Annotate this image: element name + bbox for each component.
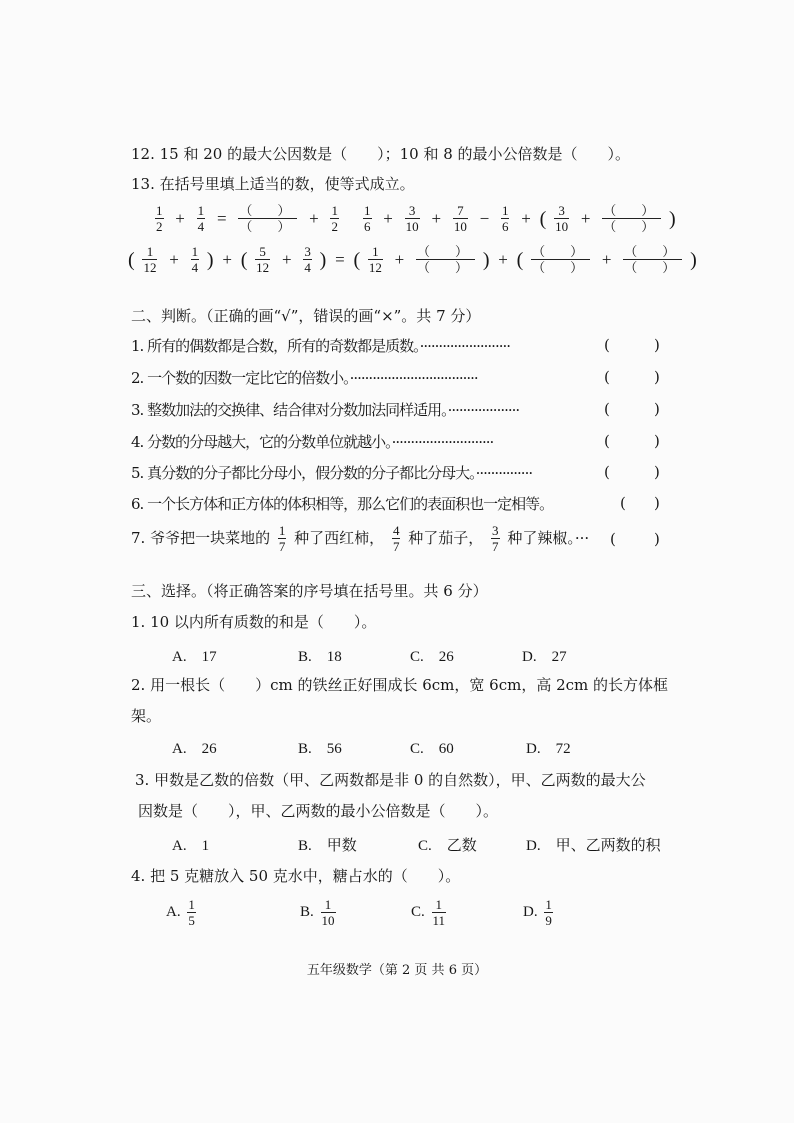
plus-sign: + (394, 250, 405, 269)
fraction: $\frac{1}{4}$ (197, 203, 205, 234)
fraction: $\frac{1}{2}$ (331, 203, 338, 234)
answer-open-paren[interactable]: ( (620, 494, 626, 512)
fraction: $\frac{1}{4}$ (191, 244, 199, 275)
blank-fraction[interactable]: $\frac{( )}{( )}$ (239, 203, 297, 234)
plus-sign: + (222, 250, 232, 269)
plus-sign: + (281, 250, 292, 269)
answer-open-paren[interactable]: ( (604, 336, 610, 354)
answer-open-paren[interactable]: ( (610, 530, 616, 548)
choice-question-4: 4. 把 5 克糖放入 50 克水中，糖占水的（ ）。 (131, 867, 461, 885)
question-13: 13. 在括号里填上适当的数，使等式成立。 (131, 175, 415, 193)
equation-1 (152, 203, 342, 234)
answer-open-paren[interactable]: ( (604, 432, 610, 450)
answer-close-paren: ) (654, 368, 660, 386)
fraction: $\frac{1}{2}$ (156, 203, 163, 234)
blank-fraction[interactable]: $\frac{( )}{( )}$ (417, 244, 475, 275)
choice-option-a[interactable]: A. $\frac{1}{5}$ (166, 897, 195, 928)
plus-sign: + (383, 209, 393, 228)
choice-option-c[interactable]: C. 26 (410, 649, 454, 665)
blank-fraction[interactable]: $\frac{( )}{( )}$ (603, 203, 661, 234)
fraction: $\frac{5}{12}$ (256, 244, 270, 275)
blank-fraction[interactable]: $\frac{( )}{( )}$ (624, 244, 682, 275)
fraction: $\frac{1}{9}$ (545, 897, 552, 928)
judge-item-4: 4. 分数的分母越大，它的分数单位就越小。··························· (131, 433, 494, 451)
fraction: $\frac{3}{10}$ (405, 203, 419, 234)
plus-sign: + (498, 250, 508, 269)
fraction: $\frac{1}{5}$ (188, 897, 195, 928)
answer-close-paren: ) (654, 400, 660, 418)
choice-option-c[interactable]: C. 乙数 (418, 838, 477, 854)
choice-option-b[interactable]: B. 56 (298, 741, 342, 757)
equation-2 (360, 203, 676, 234)
fraction: $\frac{1}{12}$ (143, 244, 157, 275)
section-2-title: 二、判断。（正确的画“√”，错误的画“×”。共 7 分） (131, 307, 481, 325)
plus-sign: + (580, 209, 591, 228)
answer-open-paren[interactable]: ( (604, 400, 610, 418)
right-paren: ) (669, 207, 676, 230)
right-paren: ) (206, 248, 214, 271)
choice-option-c[interactable]: C. $\frac{1}{11}$ (411, 897, 446, 928)
choice-question-2: 2. 用一根长（ ）cm 的铁丝正好围成长 6cm，宽 6cm，高 2cm 的长方体框 (131, 676, 669, 694)
choice-option-d[interactable]: D. 甲、乙两数的积 (526, 838, 661, 854)
fraction: $\frac{1}{11}$ (432, 897, 446, 928)
page-footer: 五年级数学（第 2 页 共 6 页） (306, 963, 488, 978)
judge-item-7 (131, 523, 589, 554)
fraction: $\frac{7}{10}$ (453, 203, 467, 234)
plus-sign: + (521, 209, 531, 228)
equals-sign: = (216, 209, 227, 228)
choice-question-3-cont: 因数是（ ），甲、乙两数的最小公倍数是（ ）。 (138, 802, 499, 820)
plus-sign: + (431, 209, 442, 228)
fraction: $\frac{1}{7}$ (278, 523, 286, 554)
question-12: 12. 15 和 20 的最大公因数是（ ）；10 和 8 的最小公倍数是（ ）。 (131, 145, 631, 163)
plus-sign: + (601, 250, 612, 269)
fraction: $\frac{3}{10}$ (555, 203, 569, 234)
answer-open-paren[interactable]: ( (604, 463, 610, 481)
answer-close-paren: ) (654, 463, 660, 481)
equation-3 (128, 244, 697, 275)
blank-fraction[interactable]: $\frac{( )}{( )}$ (532, 244, 590, 275)
fraction: $\frac{1}{6}$ (501, 203, 509, 234)
choice-option-a[interactable]: A. 26 (172, 741, 217, 757)
choice-question-1: 1. 10 以内所有质数的和是（ ）。 (131, 613, 377, 631)
answer-close-paren: ) (654, 336, 660, 354)
fraction: $\frac{4}{7}$ (392, 523, 400, 554)
plus-sign: + (175, 209, 185, 228)
item-7-text-c: 种了茄子， (408, 529, 484, 547)
right-paren: ) (690, 248, 697, 271)
plus-sign: + (169, 250, 179, 269)
judge-item-1: 1. 所有的偶数都是合数，所有的奇数都是质数。························ (131, 337, 511, 355)
answer-close-paren: ) (654, 494, 660, 512)
choice-question-2-cont: 架。 (131, 707, 162, 725)
left-paren: ( (516, 248, 524, 271)
choice-option-b[interactable]: B. $\frac{1}{10}$ (300, 897, 335, 928)
choice-option-b[interactable]: B. 甲数 (298, 838, 357, 854)
item-7-text-b: 种了西红柿， (294, 529, 385, 547)
choice-option-d[interactable]: D. 72 (526, 741, 571, 757)
answer-close-paren: ) (654, 432, 660, 450)
answer-open-paren[interactable]: ( (604, 368, 610, 386)
judge-item-5: 5. 真分数的分子都比分母小，假分数的分子都比分母大。··············· (131, 464, 533, 482)
choice-option-d[interactable]: D. 27 (522, 649, 567, 665)
minus-sign: − (479, 209, 490, 228)
right-paren: ) (482, 248, 490, 271)
right-paren: ) (319, 248, 327, 271)
choice-option-d[interactable]: D. $\frac{1}{9}$ (523, 897, 552, 928)
fraction: $\frac{3}{4}$ (304, 244, 311, 275)
equals-sign: = (335, 250, 345, 269)
answer-close-paren: ) (654, 530, 660, 548)
left-paren: ( (128, 248, 135, 271)
choice-option-b[interactable]: B. 18 (298, 649, 342, 665)
item-7-text-a: 7. 爷爷把一块菜地的 (131, 529, 271, 547)
section-3-title: 三、选择。（将正确答案的序号填在括号里。共 6 分） (131, 582, 488, 600)
left-paren: ( (539, 207, 547, 230)
fraction: $\frac{1}{12}$ (368, 244, 382, 275)
choice-option-a[interactable]: A. 1 (172, 838, 210, 854)
fraction: $\frac{1}{6}$ (364, 203, 371, 234)
judge-item-2: 2. 一个数的因数一定比它的倍数小。·································· (131, 369, 478, 387)
left-paren: ( (353, 248, 361, 271)
plus-sign: + (309, 209, 319, 228)
choice-question-3: 3. 甲数是乙数的倍数（甲、乙两数都是非 0 的自然数），甲、乙两数的最大公 (135, 771, 646, 789)
choice-option-c[interactable]: C. 60 (410, 741, 454, 757)
item-7-text-d: 种了辣椒。··· (507, 529, 590, 547)
judge-item-3: 3. 整数加法的交换律、结合律对分数加法同样适用。··················· (131, 401, 520, 419)
fraction: $\frac{3}{7}$ (492, 523, 499, 554)
choice-option-a[interactable]: A. 17 (172, 649, 217, 665)
left-paren: ( (240, 248, 248, 271)
fraction: $\frac{1}{10}$ (321, 897, 335, 928)
judge-item-6: 6. 一个长方体和正方体的体积相等，那么它们的表面积也一定相等。 (131, 495, 554, 513)
